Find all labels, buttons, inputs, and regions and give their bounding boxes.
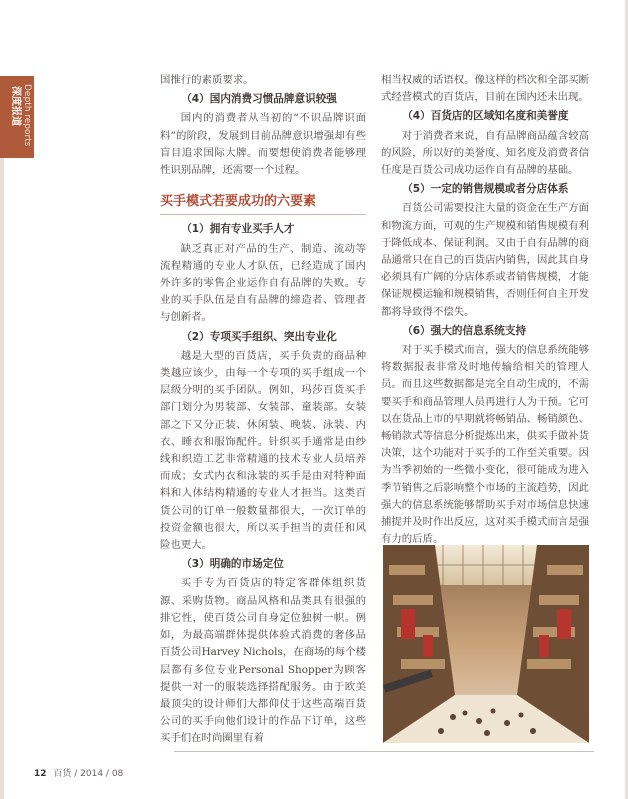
s1-heading: （1）拥有专业买手人才 (181, 223, 295, 236)
intro-paragraph: 国推行的素质要求。 (160, 74, 254, 86)
s3-heading: （3）明确的市场定位 (181, 558, 284, 571)
s3-paragraph: 买手专为百货店的特定客群体组织货源、采购货物。商品风格和品类具有很强的排它性，使百货公司自身定位独树一帜。例如，为最高端群体提供体验式消费的奢侈品百货公司Harvey Nichols，在商场的每个楼层都有多位专业Personal Shopper为顾客提供一对一的服装选择搭配服务。由于欧美最顶尖的设计师们大都仰仗于这些高端百货公司的买手向他们设计的作品下订单，这些买手们在时尚圈里有着 (160, 577, 366, 745)
item4-heading: （4）国内消费习惯品牌意识较强 (181, 93, 337, 106)
s6-heading: （6）强大的信息系统支持 (402, 324, 527, 337)
page-footer (34, 766, 123, 779)
s2-heading: （2）专项买手组织、突出专业化 (181, 330, 337, 343)
s5-heading: （5）一定的销售规模或者分店体系 (402, 183, 569, 196)
s1-paragraph: 缺乏真正对产品的生产、制造、流动等流程精通的专业人才队伍，已经造成了国内外许多的零售企业运作自有品牌的失败。专业的买手队伍是自有品牌的缔造者、管理者与创新者。 (160, 242, 366, 324)
section-label-en: Depth reports (22, 84, 32, 147)
s6-paragraph: 对于买手模式而言，强大的信息系统能够将数据报表非常及时地传输给相关的管理人员。而且这些数据都是完全自动生成的，不需要买手和商品管理人员再进行人为干预。它可以在货品上市的早期就将畅销品、畅销颜色、畅销款式等信息分析提炼出来，供买手做补货决策，这个功能对于买手的工作至关重要。因为当季初始的一些微小变化，很可能成为进入季节销售之后影响整个市场的主流趋势，因此强大的信息系统能够帮助买手对市场信息快速捕捉并及时作出反应，这对买手模式而言是强有力的后盾。 (381, 344, 589, 546)
left-column (160, 72, 366, 748)
side-strip (0, 158, 4, 799)
s5-paragraph: 百货公司需要投注大量的资金在生产方面和物流方面，可观的生产规模和销售规模有利于降低成本、保证利润。又由于自有品牌的商品通常只在自己的百货店内销售，因此其自身必须具有广阔的分店体系或者销售规模，才能保证规模运输和规模销售，否则任何自主开发都将导致得不偿失。 (381, 202, 589, 318)
item4-paragraph: 国内的消费者从当初的“不识品牌识面料”的阶段，发展到目前品牌意识增强却有些盲目追求国际大牌。而要想使消费者能够理性识别品牌，还需要一个过程。 (160, 112, 366, 177)
issue-info: 百货 / 2014 / 08 (53, 769, 124, 779)
section-title: 买手模式若要成功的六要素 (160, 193, 366, 215)
s4-paragraph: 对于消费者来说，自有品牌商品蕴含较高的风险，所以好的美誉度、知名度及消费者信任度是百货公司成功运作自有品牌的基础。 (381, 129, 589, 177)
s4-heading: （4）百货店的区域知名度和美誉度 (402, 110, 569, 123)
s2-paragraph: 越是大型的百货店，买手负责的商品种类越应该少，由每一个专项的买手组成一个层级分明的买手团队。例如，玛莎百货买手部门划分为男装部、女装部、童装部。女装部之下又分正装、休闲装、晚装、泳装、内衣、睡衣和服饰配件。针织买手通常是由纱线和织造工艺非常精通的技术专业人员培养而成；女式内衣和泳装的买手是由对特种面料和人体结构精通的专业人才担当。这类百货公司的订单一般数量都很大，一次订单的投资金额也很大，所以买手担当的责任和风险也更大。 (160, 349, 366, 552)
section-label-cn: 深度报道 (10, 86, 21, 126)
continued-paragraph: 相当权威的话语权。像这样的档次和全部买断式经营模式的百货店，目前在国内还未出现。 (381, 74, 589, 104)
right-column (381, 72, 589, 548)
section-label (4, 82, 32, 156)
mall-atrium-photo (383, 545, 589, 743)
footer-rule (174, 751, 594, 752)
page-number: 12 (34, 769, 47, 779)
